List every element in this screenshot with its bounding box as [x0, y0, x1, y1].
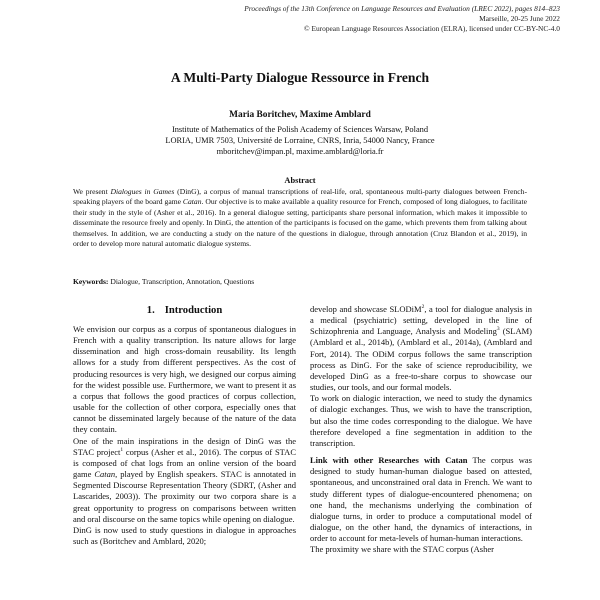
section-title: Introduction — [164, 305, 223, 316]
keywords-list: Dialogue, Transcription, Annotation, Questions — [108, 277, 255, 286]
right-column — [310, 304, 532, 555]
right-p1-part-b: , a tool for dialogue analysis in a medical (psychiatric) setting, developed in the line of Schizophrenia and Language, Analysis and Modeling — [310, 304, 532, 337]
author-names: Maria Boritchev, Maxime Amblard — [229, 110, 371, 120]
intro-paragraph-2 — [73, 436, 296, 525]
right-p1-part-c: (SLAM) (Amblard et al., 2014b), (Amblard et al., 2014a), (Amblard and Fort, 2014). The ODiM corpus follows the same transcription process as DinG. For the sake of science reproducibility, we developed DinG as a free-to-share corpus to showcase our studies, our tools, and our formal models. — [310, 326, 532, 393]
abstract-part-3: . Our objective is to make available a quality resource for French, composed of long dialogues, to facilitate their study in the style of (Asher et al., 2016). In a general dialogue setting, participants share personal information, which makes it impossible to disseminate the resource freely and openly. In DinG, the attention of the participants is focused on the game, which prevents them from talking about themselves. In addition, we are conducting a study on the nature of the questions in dialogue, through annotation (Cruz Blandon et al., 2019), in order to develop more natural automatic dialogue systems. — [73, 197, 527, 249]
author-emails: mboritchev@impan.pl, maxime.amblard@loria.fr — [216, 147, 384, 156]
affiliation-line-2: LORIA, UMR 7503, Université de Lorraine, CNRS, Inria, 54000 Nancy, France — [165, 136, 435, 145]
affiliation-line-1: Institute of Mathematics of the Polish Academy of Sciences Warsaw, Poland — [171, 125, 429, 134]
intro-paragraph-1: We envision our corpus as a corpus of spontaneous dialogues in French with a quality transcription. Its nature allows for large dissemination and high cross-domain reusability. Its length allows for a study from different perspectives. As the cost of producing resources is very high, we designed our corpus aiming for the widest possible use. Furthermore, we want to present it as a corpus that follows the good practices of corpus collection, usable for the collection of other corpora, especially ones that cannot be disseminated largely because of the nature of the data they contain. — [73, 324, 296, 435]
abstract-corpus-name: Dialogues in Games — [110, 187, 175, 196]
intro-p2-part-c: , played by English speakers. STAC is annotated in Segmented Discourse Representation Theory (SDRT, (Asher and Lascarides, 2003)). The proximity our two corpora share is a great opportunity to progress on comparisons between written and oral discourse on the same topics while opening on dialogue. — [73, 469, 296, 524]
intro-p2-part-b: corpus (Asher et al., 2016). The corpus of STAC is composed of chat logs from an online version of the board game — [73, 446, 296, 480]
abstract-game-name: Catan — [182, 197, 202, 207]
left-column — [73, 304, 296, 547]
right-p3-text: The corpus was designed to study human-human dialogue based on attested, spontaneous, and unconstrained oral data in French. We want to study different types of dialogue-encountered phenomena; on one hand, the mechanisms underlying the combination of dialogue turns, in order to produce a computational model of dialogue, on the other hand, the dynamics of interactions, in order to account for meta-levels of human-human interactions. — [310, 455, 532, 544]
section-heading — [73, 304, 296, 318]
affiliations — [0, 124, 600, 157]
keywords — [73, 277, 527, 287]
abstract-text — [73, 187, 527, 249]
abstract-part-1: We present — [73, 187, 111, 196]
footnote-marker-2: 2 — [421, 304, 425, 311]
right-p1-part-a: develop and showcase SLODiM — [310, 304, 422, 314]
license-line: © European Language Resources Association (ELRA), licensed under CC-BY-NC-4.0 — [303, 24, 560, 34]
section-number: 1. — [146, 305, 155, 316]
venue-line: Marseille, 20-25 June 2022 — [479, 14, 560, 24]
abstract-part-2: (DinG), a corpus of manual transcriptions of real-life, oral, spontaneous multi-party dialogues between French-speaking players of the board game — [73, 187, 527, 207]
footnote-marker-1: 1 — [120, 446, 124, 453]
intro-p2-part-a: One of the main inspirations in the design of DinG was the STAC project — [73, 435, 296, 457]
right-paragraph-3 — [310, 455, 532, 544]
right-paragraph-2: To work on dialogic interaction, we need to study the dynamics of dialogic exchanges. Thus, we wish to have the transcription, but also the time codes corresponding to the dialogue. We have therefore developed a fine segmentation in addition to the transcription. — [310, 393, 532, 448]
intro-paragraph-3: DinG is now used to study questions in dialogue in approaches such as (Boritchev and Amblard, 2020; — [73, 524, 296, 546]
right-paragraph-1 — [310, 304, 532, 393]
keywords-label: Keywords: — [73, 277, 109, 286]
footnote-marker-3: 3 — [496, 326, 500, 333]
intro-game-name: Catan — [94, 469, 116, 480]
proceedings-line: Proceedings of the 13th Conference on Language Resources and Evaluation (LREC 2022), pages 814–823 — [244, 4, 560, 13]
proceedings-header — [244, 4, 560, 35]
subsection-runin-heading: Link with other Researches with Catan — [310, 455, 468, 466]
paper-title: A Multi-Party Dialogue Ressource in French — [170, 70, 430, 85]
right-paragraph-4: The proximity we share with the STAC corpus (Asher — [310, 544, 494, 555]
abstract-heading: Abstract — [284, 176, 316, 185]
